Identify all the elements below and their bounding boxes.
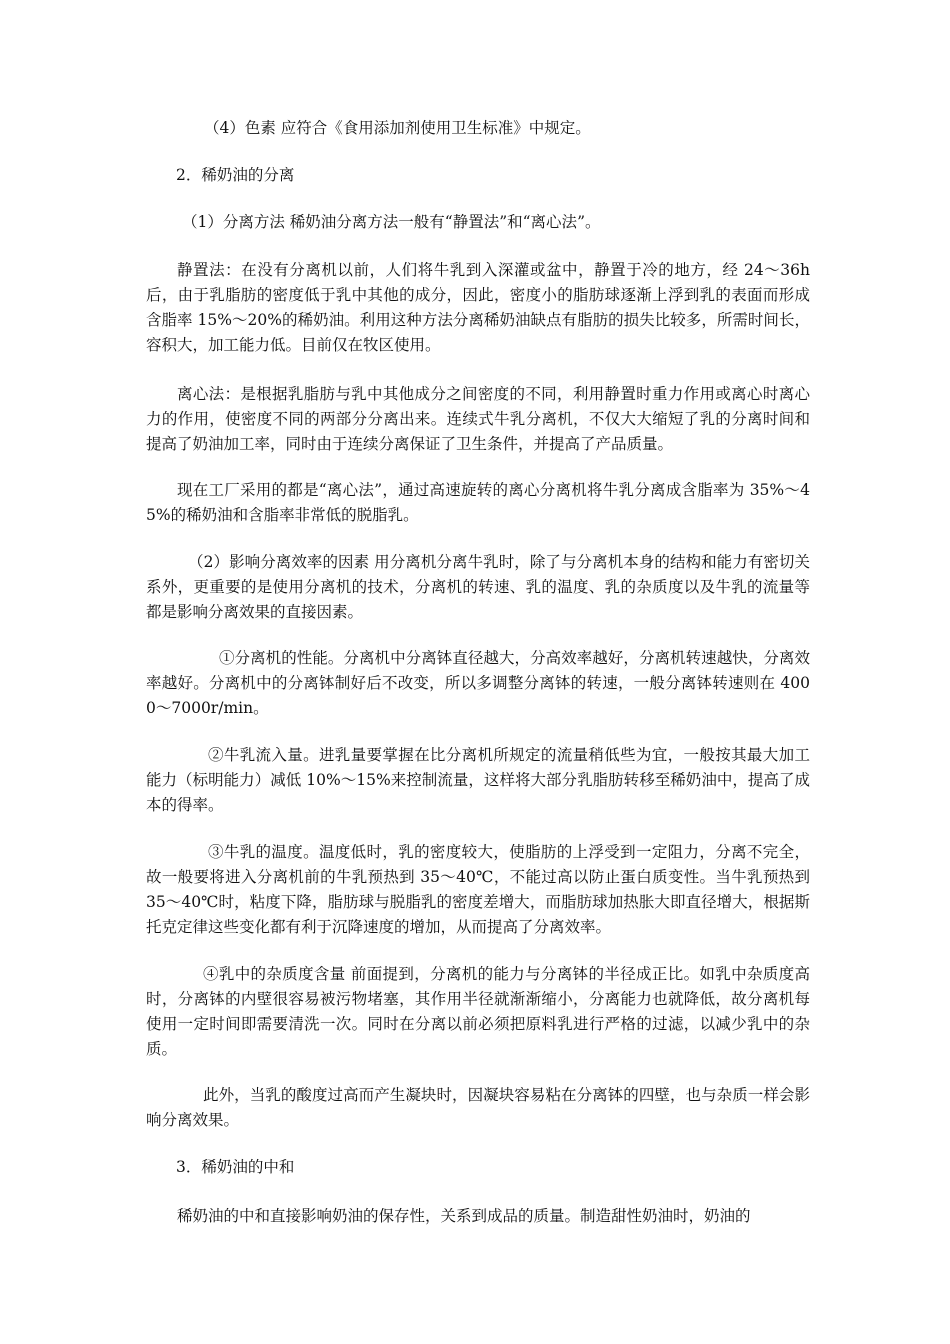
paragraph-acidity: 此外，当乳的酸度过高而产生凝块时，因凝块容易粘在分离钵的四壁，也与杂质一样会影响分离效果。 (146, 1086, 810, 1129)
paragraph-neutralization-intro: 稀奶油的中和直接影响奶油的保存性，关系到成品的质量。制造甜性奶油时，奶油的 (177, 1207, 751, 1225)
paragraph-static-method: 静置法：在没有分离机以前，人们将牛乳到入深灌或盆中，静置于冷的地方，经 24～36h 后，由于乳脂肪的密度低于乳中其他的成分，因此，密度小的脂肪球逐渐上浮到乳的表面而形成含脂率 15%～20%的稀奶油。利用这种方法分离稀奶油缺点有脂肪的损失比较多，所需时间长，容积大，加工能力低。目前仅在牧区使用。 (146, 261, 810, 354)
paragraph-impurity-content: ④乳中的杂质度含量 前面提到，分离机的能力与分离钵的半径成正比。如乳中杂质度高时，分离钵的内壁很容易被污物堵塞，其作用半径就渐渐缩小，分离能力也就降低，故分离机每使用一定时间即需要清洗一次。同时在分离以前必须把原料乳进行严格的过滤，以减少乳中的杂质。 (146, 965, 810, 1058)
paragraph-milk-inflow: ②牛乳流入量。进乳量要掌握在比分离机所规定的流量稍低些为宜，一般按其最大加工能力（标明能力）减低 10%～15%来控制流量，这样将大部分乳脂肪转移至稀奶油中，提高了成本的得率。 (146, 746, 810, 814)
paragraph-separator-performance: ①分离机的性能。分离机中分离钵直径越大，分高效率越好，分离机转速越快，分离效率越好。分离机中的分离钵制好后不改变，所以多调整分离钵的转速，一般分离钵转速则在 4000～7000r/min。 (146, 649, 810, 717)
paragraph-efficiency-factors: （2）影响分离效率的因素 用分离机分离牛乳时，除了与分离机本身的结构和能力有密切关系外，更重要的是使用分离机的技术，分离机的转速、乳的温度、乳的杂质度以及牛乳的流量等都是影响分离效果的直接因素。 (146, 553, 810, 621)
paragraph-separation-methods: （1）分离方法 稀奶油分离方法一般有“静置法”和“离心法”。 (182, 213, 601, 231)
paragraph-centrifugal-method: 离心法：是根据乳脂肪与乳中其他成分之间密度的不同，利用静置时重力作用或离心时离心力的作用，使密度不同的两部分分离出来。连续式牛乳分离机，不仅大大缩短了乳的分离时间和提高了奶油加工率，同时由于连续分离保证了卫生条件，并提高了产品质量。 (146, 385, 810, 453)
paragraph-factory-method: 现在工厂采用的都是“离心法”，通过高速旋转的离心分离机将牛乳分离成含脂率为 35%～45%的稀奶油和含脂率非常低的脱脂乳。 (146, 481, 810, 524)
heading-cream-neutralization: 3．稀奶油的中和 (176, 1158, 295, 1176)
heading-cream-separation: 2．稀奶油的分离 (176, 166, 295, 184)
paragraph-pigment: （4）色素 应符合《食用添加剂使用卫生标准》中规定。 (204, 119, 591, 137)
paragraph-milk-temperature: ③牛乳的温度。温度低时，乳的密度较大，使脂肪的上浮受到一定阻力，分离不完全，故一般要将进入分离机前的牛乳预热到 35～40℃，不能过高以防止蛋白质变性。当牛乳预热到 35～40℃时，粘度下降，脂肪球与脱脂乳的密度差增大，而脂肪球加热胀大即直径增大，根据斯托克定律这些变化都有利于沉降速度的增加，从而提高了分离效率。 (146, 843, 810, 936)
